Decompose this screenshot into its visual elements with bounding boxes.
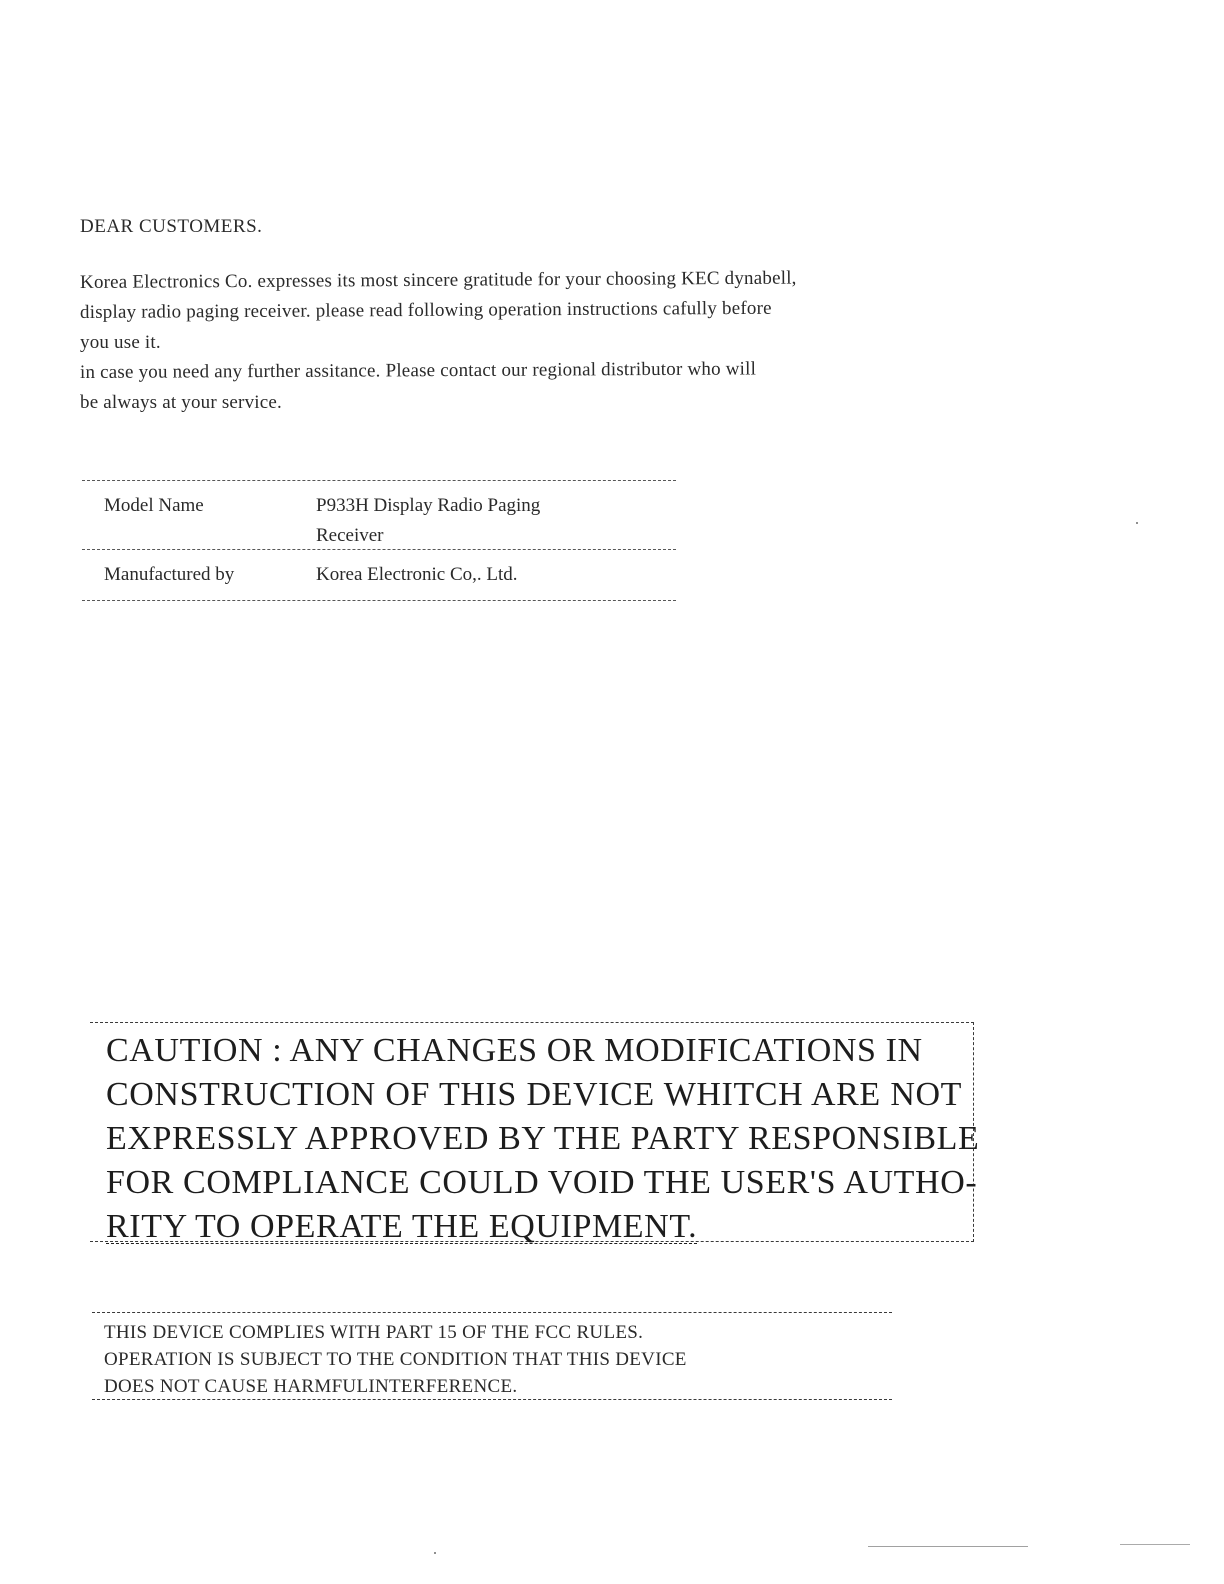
greeting: DEAR CUSTOMERS. [80,216,263,237]
fcc-line: DOES NOT CAUSE HARMFULINTERFERENCE. [104,1376,518,1397]
fcc-line: THIS DEVICE COMPLIES WITH PART 15 OF THE FCC RULES. [104,1322,644,1343]
table-row-model [82,481,676,549]
intro-line: you use it. [80,332,161,353]
table-row-manufacturer [82,550,676,600]
model-name-value-line: P933H Display Radio Paging [316,495,541,516]
caution-box [90,1022,980,1245]
scan-speck [1136,522,1138,524]
fcc-line: OPERATION IS SUBJECT TO THE CONDITION THAT THIS DEVICE [104,1349,687,1370]
manufacturer-value [304,560,676,590]
intro-line: Korea Electronics Co. expresses its most sincere gratitude for your choosing KEC dynabell, [79,267,797,293]
fcc-notice [92,1312,892,1400]
caution-line: RITY TO OPERATE THE EQUIPMENT. [106,1208,698,1245]
scan-speck [868,1546,1028,1547]
model-name-label: Model Name [104,495,204,516]
intro-paragraph [80,268,960,418]
scan-speck [1120,1544,1190,1545]
model-name-value-line: Receiver [316,525,384,546]
caution-line: CONSTRUCTION OF THIS DEVICE WHITCH ARE NOT [106,1076,962,1113]
table-rule [82,549,676,550]
product-info-table [82,480,676,601]
caution-line: CAUTION : ANY CHANGES OR MODIFICATIONS IN [106,1032,923,1069]
caution-line: FOR COMPLIANCE COULD VOID THE USER'S AUTHO- [106,1164,978,1201]
table-rule [82,480,676,481]
intro-line: display radio paging receiver. please read following operation instructions cafully before [79,297,772,323]
manufacturer-value-line: Korea Electronic Co,. Ltd. [316,564,518,585]
intro-line: in case you need any further assitance. Please contact our regional distributor who will [79,358,757,383]
intro-line: be always at your service. [80,392,282,413]
model-name-value [304,491,676,551]
manufacturer-label: Manufactured by [104,564,235,585]
caution-line: EXPRESSLY APPROVED BY THE PARTY RESPONSIBLE [106,1120,980,1157]
scan-speck [434,1552,436,1554]
table-rule [82,600,676,601]
